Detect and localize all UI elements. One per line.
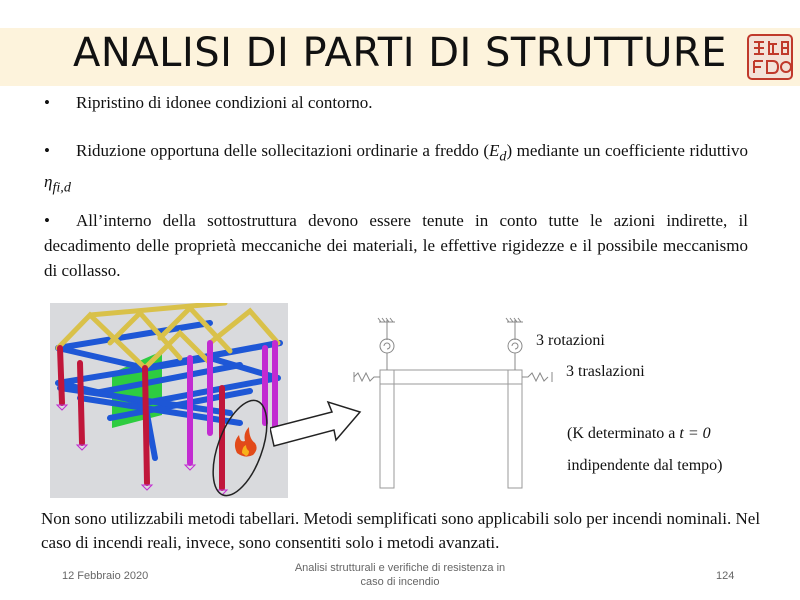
footer-date: 12 Febbraio 2020 <box>62 570 149 582</box>
translations-label: 3 traslazioni <box>566 363 645 380</box>
symbol-e-subscript: d <box>499 148 507 165</box>
bullet-text: All’interno della sottostruttura devono essere tenute in conto tutte le azioni indirette, il decadimento delle proprietà meccaniche dei materiali, le effettive rigidezze e il possibile meccanismo di collasso. <box>44 211 748 280</box>
bullet-marker: • <box>44 211 50 230</box>
bullet-item-3 <box>44 208 748 283</box>
symbol-e: E <box>489 141 500 160</box>
frame-3d-model-image <box>50 303 288 498</box>
bullet-text: Riduzione opportuna delle sollecitazioni ordinarie a freddo ( <box>76 141 490 160</box>
footer-course <box>270 561 530 589</box>
slide-title: ANALISI DI PARTI DI STRUTTURE <box>73 30 727 76</box>
conclusion-text: Non sono utilizzabili metodi tabellari. Metodi semplificati sono applicabili solo per incendi nominali. Nel caso di incendi reali, invece, sono consentiti solo i metodi avanzati. <box>41 509 761 552</box>
symbol-eta: η <box>44 172 53 192</box>
time-independent-label: indipendente dal tempo) <box>567 457 723 474</box>
bullet-text: Ripristino di idonee condizioni al contorno. <box>76 93 373 112</box>
symbol-eta-subscript: fi,d <box>52 179 71 196</box>
university-seal-icon <box>747 34 793 80</box>
footer-page-number: 124 <box>716 570 735 582</box>
bullet-item-2 <box>44 138 748 201</box>
bullet-item-1 <box>44 90 748 115</box>
arrow-icon <box>270 402 360 446</box>
k-determined-label: (K determinato a t = 0 <box>567 425 711 442</box>
footer-course-line1: Analisi strutturali e verifiche di resistenza in <box>294 562 506 574</box>
substructure-scheme-diagram <box>270 300 770 500</box>
rotations-label: 3 rotazioni <box>536 332 605 349</box>
bullet-text-cont: ) mediante un coefficiente riduttivo <box>506 141 748 160</box>
footer-course-line2: caso di incendio <box>360 576 440 588</box>
bullet-marker: • <box>44 141 50 160</box>
bullet-marker: • <box>44 93 50 112</box>
